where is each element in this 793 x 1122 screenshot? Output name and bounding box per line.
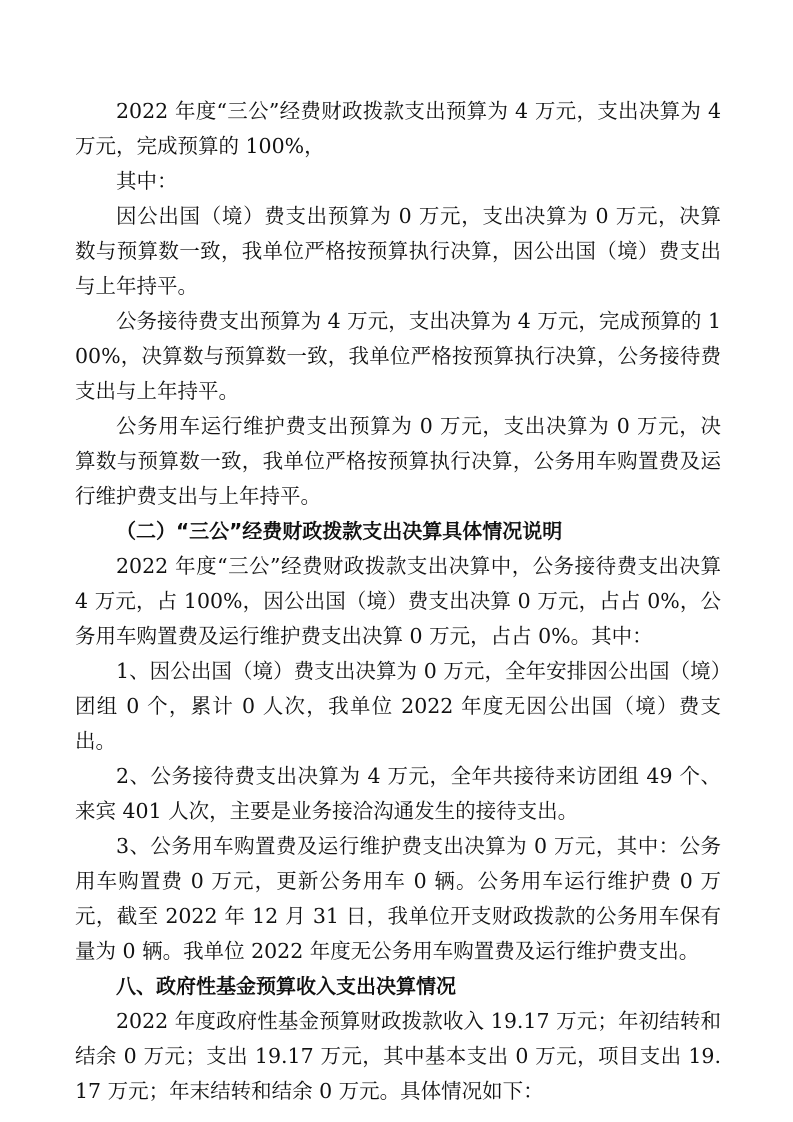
paragraph-vehicle-budget: 公务用车运行维护费支出预算为 0 万元，支出决算为 0 万元，决算数与预算数一致，我单位严格按预算执行决算，公务用车购置费及运行维护费支出与上年持平。 [75, 414, 721, 508]
paragraph-item-1-overseas: 1、因公出国（境）费支出决算为 0 万元，全年安排因公出国（境）团组 0 个，累计 0 人次，我单位 2022 年度无因公出国（境）费支出。 [75, 659, 721, 753]
paragraph-sangong-budget-summary: 2022 年度“三公”经费财政拨款支出预算为 4 万元，支出决算为 4 万元，完成预算的 100%， [75, 99, 721, 158]
section-heading-sangong-details: （二）“三公”经费财政拨款支出决算具体情况说明 [116, 519, 563, 543]
paragraph-item-2-reception: 2、公务接待费支出决算为 4 万元，全年共接待来访团组 49 个、来宾 401 人次，主要是业务接洽沟通发生的接待支出。 [75, 764, 721, 823]
section-heading-government-fund: 八、政府性基金预算收入支出决算情况 [116, 974, 456, 998]
document-page [75, 94, 721, 1109]
paragraph-sangong-final-accounts: 2022 年度“三公”经费财政拨款支出决算中，公务接待费支出决算 4 万元，占 100%，因公出国（境）费支出决算 0 万元，占占 0%，公务用车购置费及运行维护费支出决算 0 万元，占占 0%。其中： [75, 554, 721, 648]
paragraph-item-3-vehicle: 3、公务用车购置费及运行维护费支出决算为 0 万元，其中：公务用车购置费 0 万元，更新公务用车 0 辆。公务用车运行维护费 0 万元，截至 2022 年 12 月 31 日，我单位开支财政拨款的公务用车保有量为 0 辆。我单位 2022 年度无公务用车购置费及运行维护费支出。 [75, 834, 721, 963]
paragraph-among-which: 其中： [116, 169, 178, 193]
paragraph-government-fund-summary: 2022 年度政府性基金预算财政拨款收入 19.17 万元；年初结转和结余 0 万元；支出 19.17 万元，其中基本支出 0 万元，项目支出 19.17 万元；年末结转和结余 0 万元。具体情况如下： [75, 1009, 721, 1103]
paragraph-reception-budget: 公务接待费支出预算为 4 万元，支出决算为 4 万元，完成预算的 100%，决算数与预算数一致，我单位严格按预算执行决算，公务接待费支出与上年持平。 [75, 309, 721, 403]
paragraph-overseas-travel-budget: 因公出国（境）费支出预算为 0 万元，支出决算为 0 万元，决算数与预算数一致，我单位严格按预算执行决算，因公出国（境）费支出与上年持平。 [75, 204, 721, 298]
